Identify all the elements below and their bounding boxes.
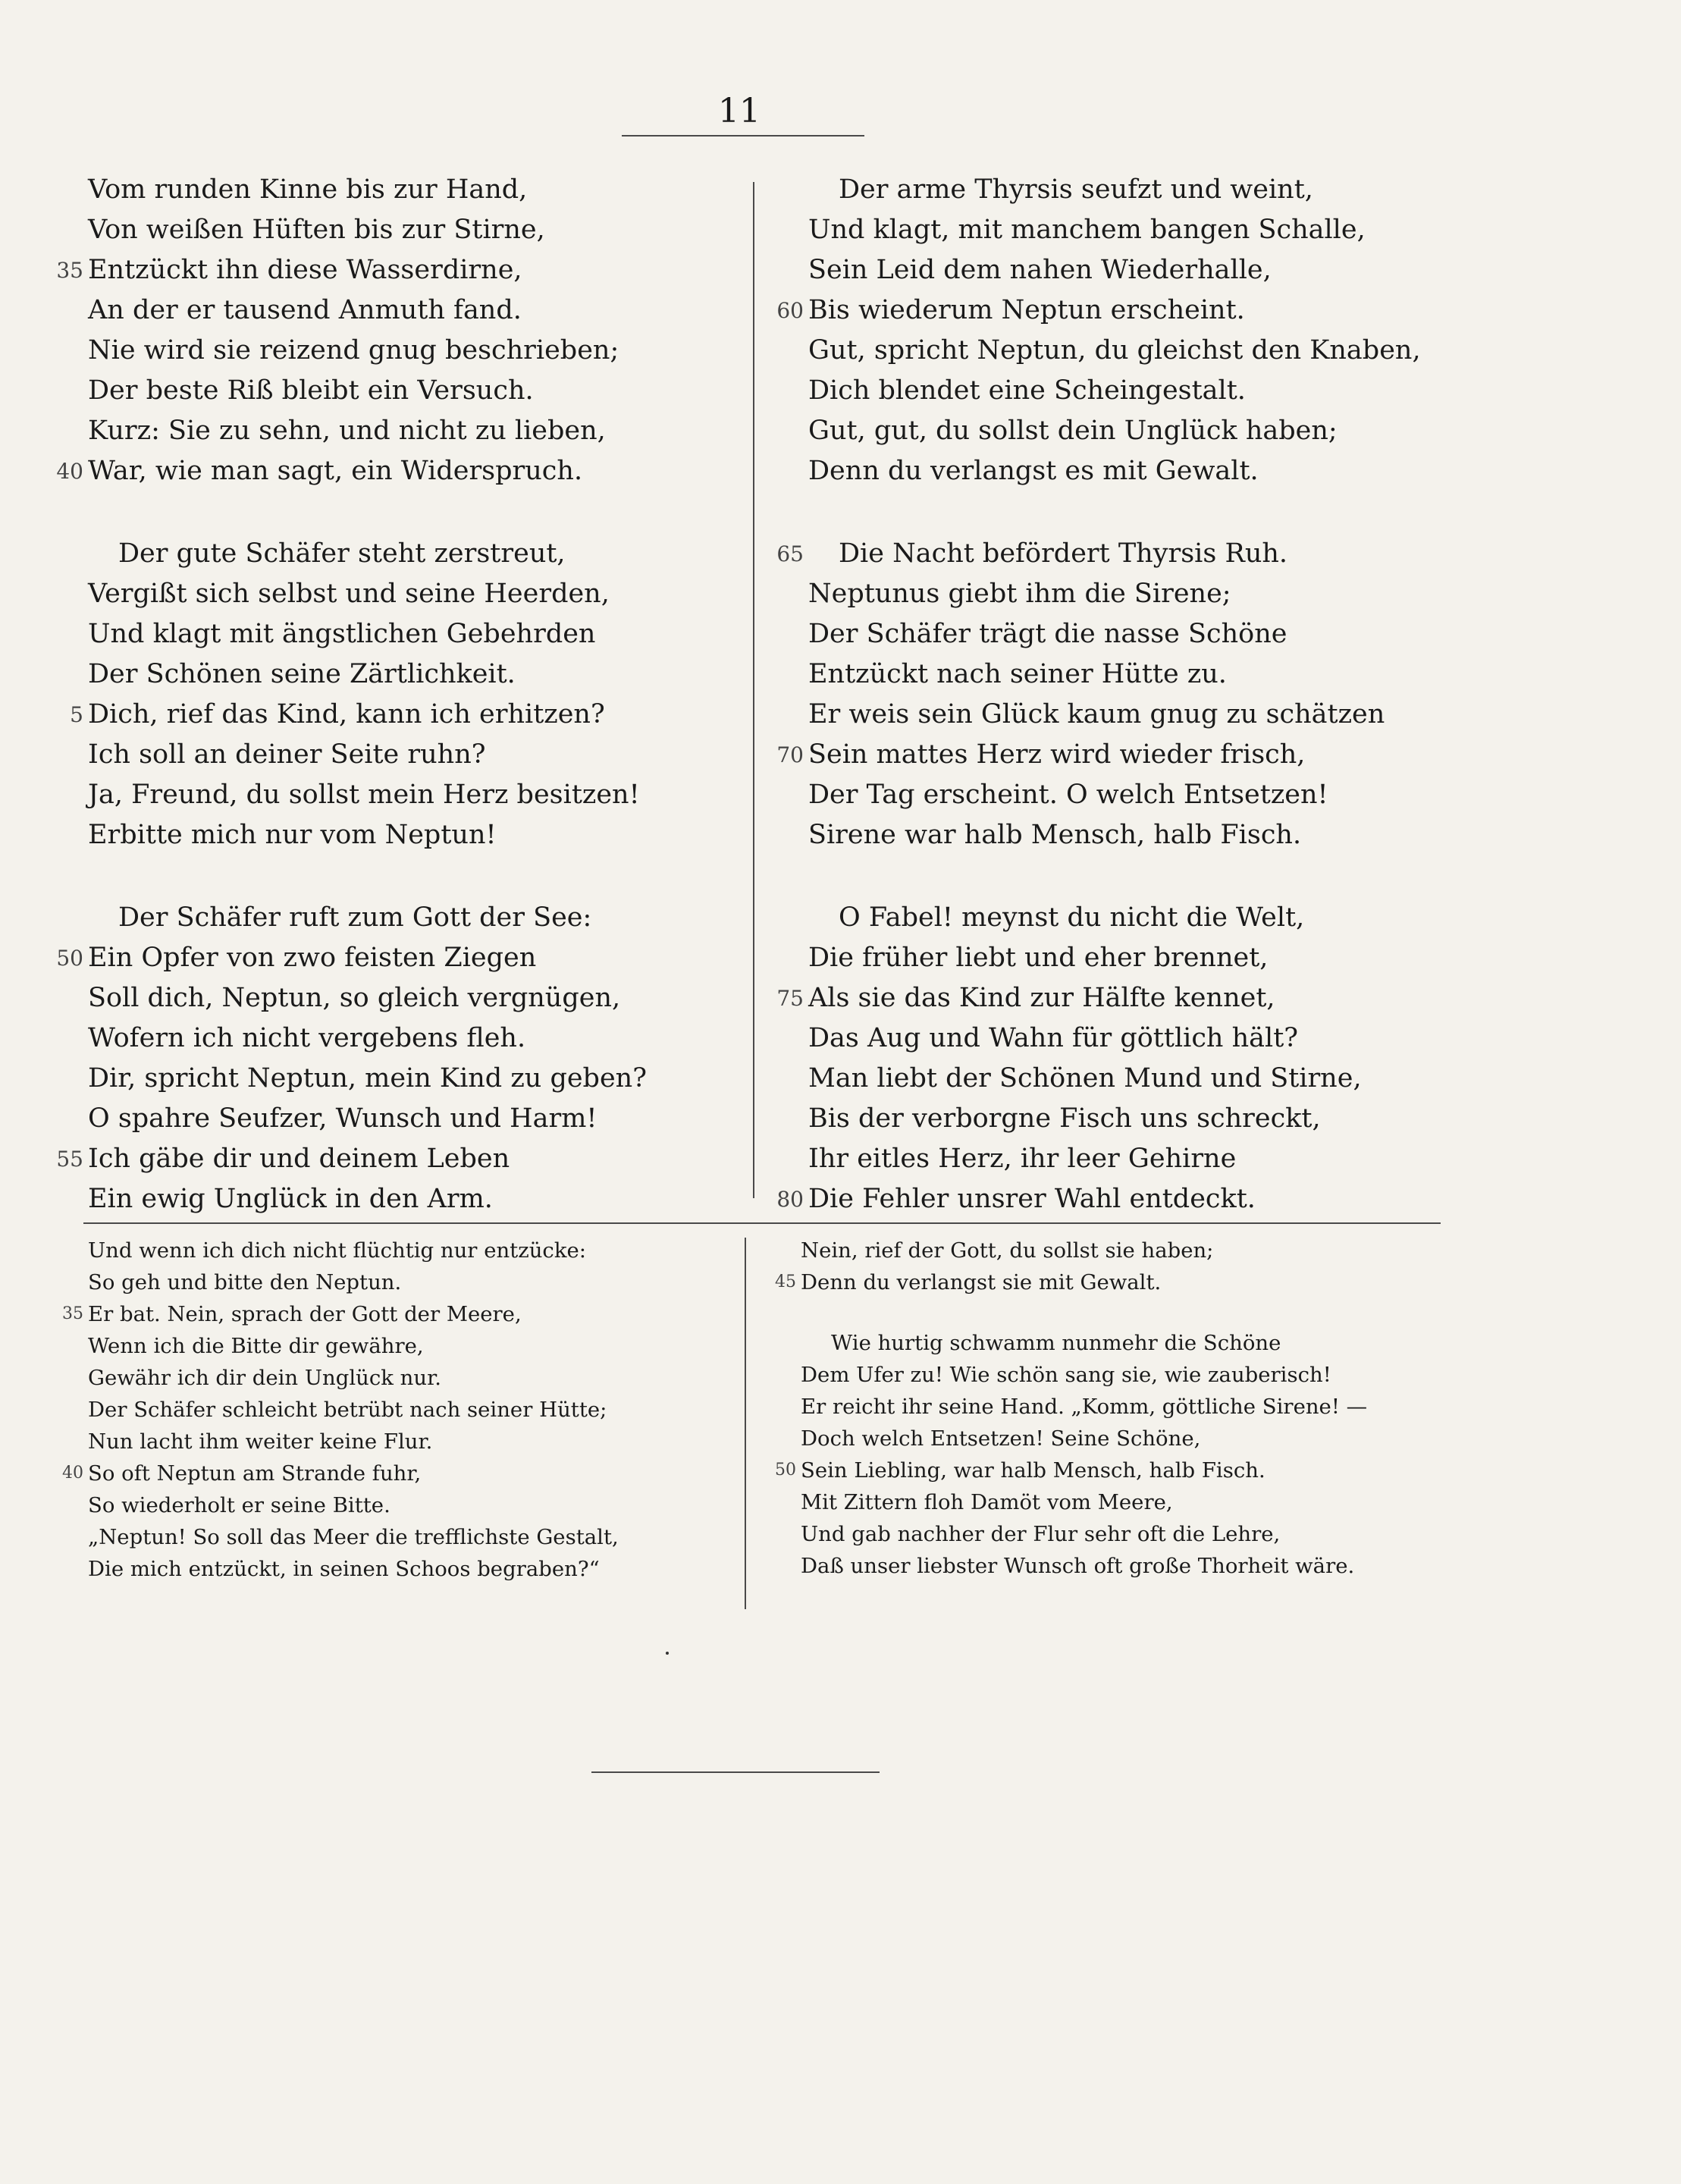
- verse-line: [766, 695, 1486, 735]
- verse-text: Und klagt, mit manchem bangen Schalle,: [808, 215, 1366, 245]
- verse-text: Ja, Freund, du sollst mein Herz besitzen!: [88, 780, 640, 810]
- verse-text: Ich gäbe dir und deinem Leben: [88, 1144, 510, 1174]
- verse-text: Nie wird sie reizend gnug beschrieben;: [88, 335, 619, 366]
- verse-line: [45, 1458, 743, 1489]
- verse-line: [766, 534, 1486, 574]
- verse-text: Er reicht ihr seine Hand. „Komm, göttliche Sirene! —: [801, 1395, 1368, 1419]
- verse-text: Erbitte mich nur vom Neptun!: [88, 820, 497, 850]
- verse-text: Der beste Riß bleibt ein Versuch.: [88, 375, 534, 406]
- verse-text: Wenn ich die Bitte dir gewähre,: [88, 1334, 424, 1358]
- verse-text: Von weißen Hüften bis zur Stirne,: [88, 215, 545, 245]
- verse-line: [45, 1139, 743, 1179]
- verse-line: [45, 210, 743, 250]
- verse-line: [45, 1426, 743, 1458]
- verse-text: Ihr eitles Herz, ihr leer Gehirne: [808, 1144, 1237, 1174]
- verse-text: Bis wiederum Neptun erscheint.: [808, 295, 1245, 325]
- line-number: 50: [56, 946, 83, 971]
- verse-line: [766, 938, 1486, 978]
- verse-line: [45, 654, 743, 695]
- verse-line: [45, 1059, 743, 1099]
- verse-text: Dich, rief das Kind, kann ich erhitzen?: [88, 699, 605, 730]
- line-number: 5: [70, 702, 83, 727]
- verse-text: Sein mattes Herz wird wieder frisch,: [808, 739, 1306, 770]
- verse-text: Der Tag erscheint. O welch Entsetzen!: [808, 780, 1328, 810]
- verse-line: [766, 978, 1486, 1018]
- verse-line: [766, 775, 1486, 815]
- verse-text: Vergißt sich selbst und seine Heerden,: [88, 579, 610, 609]
- verse-line: [45, 1553, 743, 1585]
- verse-text: Ein ewig Unglück in den Arm.: [88, 1184, 493, 1214]
- footnote-rule: [83, 1222, 1441, 1224]
- verse-line: [45, 815, 743, 855]
- verse-line: [758, 1423, 1471, 1454]
- verse-line: [766, 1059, 1486, 1099]
- verse-text: O spahre Seufzer, Wunsch und Harm!: [88, 1103, 597, 1134]
- verse-line: [766, 735, 1486, 775]
- verse-text: Ich soll an deiner Seite ruhn?: [88, 739, 486, 770]
- verse-text: Sirene war halb Mensch, halb Fisch.: [808, 820, 1302, 850]
- verse-text: Und gab nachher der Flur sehr oft die Lehre,: [801, 1522, 1281, 1546]
- verse-line: [45, 938, 743, 978]
- verse-text: Dich blendet eine Scheingestalt.: [808, 375, 1246, 406]
- verse-line: [45, 331, 743, 371]
- verse-line: [766, 1018, 1486, 1059]
- verse-line: [766, 371, 1486, 411]
- variant-column-divider: [745, 1238, 746, 1609]
- verse-line: [758, 1235, 1471, 1266]
- verse-text: Er bat. Nein, sprach der Gott der Meere,: [88, 1302, 522, 1326]
- verse-text: Kurz: Sie zu sehn, und nicht zu lieben,: [88, 416, 606, 446]
- verse-line: [45, 411, 743, 451]
- verse-text: „Neptun! So soll das Meer die trefflichste Gestalt,: [88, 1525, 619, 1549]
- verse-text: Entzückt ihn diese Wasserdirne,: [88, 255, 522, 285]
- stanza: [766, 898, 1486, 1219]
- line-number: 60: [776, 298, 804, 323]
- line-number: 65: [776, 541, 804, 566]
- verse-text: Ein Opfer von zwo feisten Ziegen: [88, 943, 537, 973]
- verse-text: Man liebt der Schönen Mund und Stirne,: [808, 1063, 1362, 1094]
- verse-line: [758, 1486, 1471, 1518]
- verse-line: [45, 290, 743, 331]
- verse-line: [766, 815, 1486, 855]
- verse-text: Entzückt nach seiner Hütte zu.: [808, 659, 1227, 689]
- verse-line: [766, 898, 1486, 938]
- verse-line: [758, 1327, 1471, 1359]
- verse-text: Denn du verlangst es mit Gewalt.: [808, 456, 1259, 486]
- verse-text: So geh und bitte den Neptun.: [88, 1270, 402, 1294]
- stanza: [766, 170, 1486, 491]
- verse-line: [766, 1099, 1486, 1139]
- verse-line: [45, 534, 743, 574]
- stanza: [45, 170, 743, 491]
- column-divider: [753, 182, 754, 1198]
- verse-text: Dem Ufer zu! Wie schön sang sie, wie zauberisch!: [801, 1363, 1331, 1387]
- verse-line: [45, 170, 743, 210]
- verse-text: Neptunus giebt ihm die Sirene;: [808, 579, 1231, 609]
- line-number: 40: [62, 1464, 83, 1483]
- verse-line: [766, 614, 1486, 654]
- verse-text: Der Schönen seine Zärtlichkeit.: [88, 659, 516, 689]
- verse-text: Der Schäfer schleicht betrübt nach seiner Hütte;: [88, 1398, 607, 1422]
- verse-text: Soll dich, Neptun, so gleich vergnügen,: [88, 983, 621, 1013]
- variant-column-left: [45, 1235, 743, 1585]
- verse-line: [766, 574, 1486, 614]
- verse-text: Er weis sein Glück kaum gnug zu schätzen: [808, 699, 1385, 730]
- stanza: [766, 534, 1486, 855]
- verse-line: [45, 614, 743, 654]
- stanza: [758, 1327, 1471, 1582]
- verse-line: [766, 411, 1486, 451]
- verse-line: [45, 735, 743, 775]
- line-number: 45: [775, 1272, 796, 1291]
- verse-line: [766, 1179, 1486, 1219]
- verse-line: [45, 978, 743, 1018]
- verse-text: Mit Zittern floh Damöt vom Meere,: [801, 1490, 1173, 1514]
- line-number: 80: [776, 1187, 804, 1212]
- verse-line: [45, 250, 743, 290]
- verse-text: O Fabel! meynst du nicht die Welt,: [839, 902, 1305, 933]
- verse-line: [45, 451, 743, 491]
- verse-line: [766, 451, 1486, 491]
- verse-line: [45, 1099, 743, 1139]
- poem-column-right: [766, 170, 1486, 1219]
- verse-line: [758, 1550, 1471, 1582]
- verse-line: [758, 1266, 1471, 1298]
- verse-text: Gut, gut, du sollst dein Unglück haben;: [808, 416, 1338, 446]
- verse-text: Nun lacht ihm weiter keine Flur.: [88, 1429, 433, 1454]
- verse-text: Sein Leid dem nahen Wiederhalle,: [808, 255, 1272, 285]
- verse-line: [45, 1235, 743, 1266]
- verse-text: Die früher liebt und eher brennet,: [808, 943, 1269, 973]
- verse-line: [45, 1330, 743, 1362]
- variant-column-right: [758, 1235, 1471, 1582]
- verse-text: Sein Liebling, war halb Mensch, halb Fisch.: [801, 1458, 1265, 1483]
- verse-text: Der gute Schäfer steht zerstreut,: [118, 538, 566, 569]
- verse-line: [766, 654, 1486, 695]
- verse-line: [45, 1362, 743, 1394]
- verse-line: [758, 1518, 1471, 1550]
- verse-line: [45, 574, 743, 614]
- verse-line: [766, 210, 1486, 250]
- verse-line: [45, 1179, 743, 1219]
- verse-line: [45, 1298, 743, 1330]
- verse-text: Bis der verborgne Fisch uns schreckt,: [808, 1103, 1321, 1134]
- header-rule: [622, 135, 864, 136]
- verse-text: Und wenn ich dich nicht flüchtig nur entzücke:: [88, 1238, 587, 1263]
- verse-text: Daß unser liebster Wunsch oft große Thorheit wäre.: [801, 1554, 1355, 1578]
- verse-text: Wofern ich nicht vergebens fleh.: [88, 1023, 526, 1053]
- verse-line: [758, 1454, 1471, 1486]
- verse-line: [758, 1359, 1471, 1391]
- verse-line: [766, 331, 1486, 371]
- verse-text: So wiederholt er seine Bitte.: [88, 1493, 390, 1517]
- verse-line: [45, 775, 743, 815]
- verse-text: Das Aug und Wahn für göttlich hält?: [808, 1023, 1299, 1053]
- verse-text: Doch welch Entsetzen! Seine Schöne,: [801, 1426, 1201, 1451]
- verse-line: [766, 1139, 1486, 1179]
- stanza: [45, 534, 743, 855]
- verse-text: Vom runden Kinne bis zur Hand,: [88, 174, 528, 205]
- verse-text: Die Nacht befördert Thyrsis Ruh.: [839, 538, 1288, 569]
- verse-text: War, wie man sagt, ein Widerspruch.: [88, 456, 583, 486]
- verse-line: [45, 695, 743, 735]
- verse-text: Der Schäfer trägt die nasse Schöne: [808, 619, 1287, 649]
- page-number: 11: [718, 92, 761, 130]
- verse-text: So oft Neptun am Strande fuhr,: [88, 1461, 422, 1486]
- verse-line: [45, 898, 743, 938]
- verse-text: Gut, spricht Neptun, du gleichst den Knaben,: [808, 335, 1421, 366]
- verse-line: [758, 1391, 1471, 1423]
- verse-text: Und klagt mit ängstlichen Gebehrden: [88, 619, 596, 649]
- footer-rule: [591, 1771, 880, 1773]
- verse-text: Gewähr ich dir dein Unglück nur.: [88, 1366, 441, 1390]
- verse-line: [45, 1266, 743, 1298]
- verse-text: Die mich entzückt, in seinen Schoos begraben?“: [88, 1557, 600, 1581]
- verse-line: [45, 1489, 743, 1521]
- stanza: [758, 1235, 1471, 1298]
- verse-text: Wie hurtig schwamm nunmehr die Schöne: [831, 1331, 1281, 1355]
- verse-text: Der arme Thyrsis seufzt und weint,: [839, 174, 1313, 205]
- verse-text: Als sie das Kind zur Hälfte kennet,: [808, 983, 1275, 1013]
- line-number: 35: [62, 1304, 83, 1323]
- verse-text: Denn du verlangst sie mit Gewalt.: [801, 1270, 1162, 1294]
- verse-text: Nein, rief der Gott, du sollst sie haben;: [801, 1238, 1214, 1263]
- stray-mark: [666, 1652, 669, 1655]
- stanza: [45, 898, 743, 1219]
- verse-text: Die Fehler unsrer Wahl entdeckt.: [808, 1184, 1256, 1214]
- line-number: 50: [775, 1461, 796, 1480]
- verse-line: [766, 170, 1486, 210]
- stanza: [45, 1235, 743, 1585]
- verse-line: [45, 371, 743, 411]
- line-number: 40: [56, 459, 83, 484]
- verse-line: [45, 1521, 743, 1553]
- poem-column-left: [45, 170, 743, 1219]
- verse-line: [766, 250, 1486, 290]
- verse-text: Dir, spricht Neptun, mein Kind zu geben?: [88, 1063, 647, 1094]
- verse-line: [45, 1394, 743, 1426]
- verse-text: Der Schäfer ruft zum Gott der See:: [118, 902, 592, 933]
- line-number: 75: [776, 986, 804, 1011]
- line-number: 55: [56, 1147, 83, 1172]
- verse-text: An der er tausend Anmuth fand.: [88, 295, 522, 325]
- verse-line: [45, 1018, 743, 1059]
- line-number: 35: [56, 258, 83, 283]
- verse-line: [766, 290, 1486, 331]
- line-number: 70: [776, 742, 804, 767]
